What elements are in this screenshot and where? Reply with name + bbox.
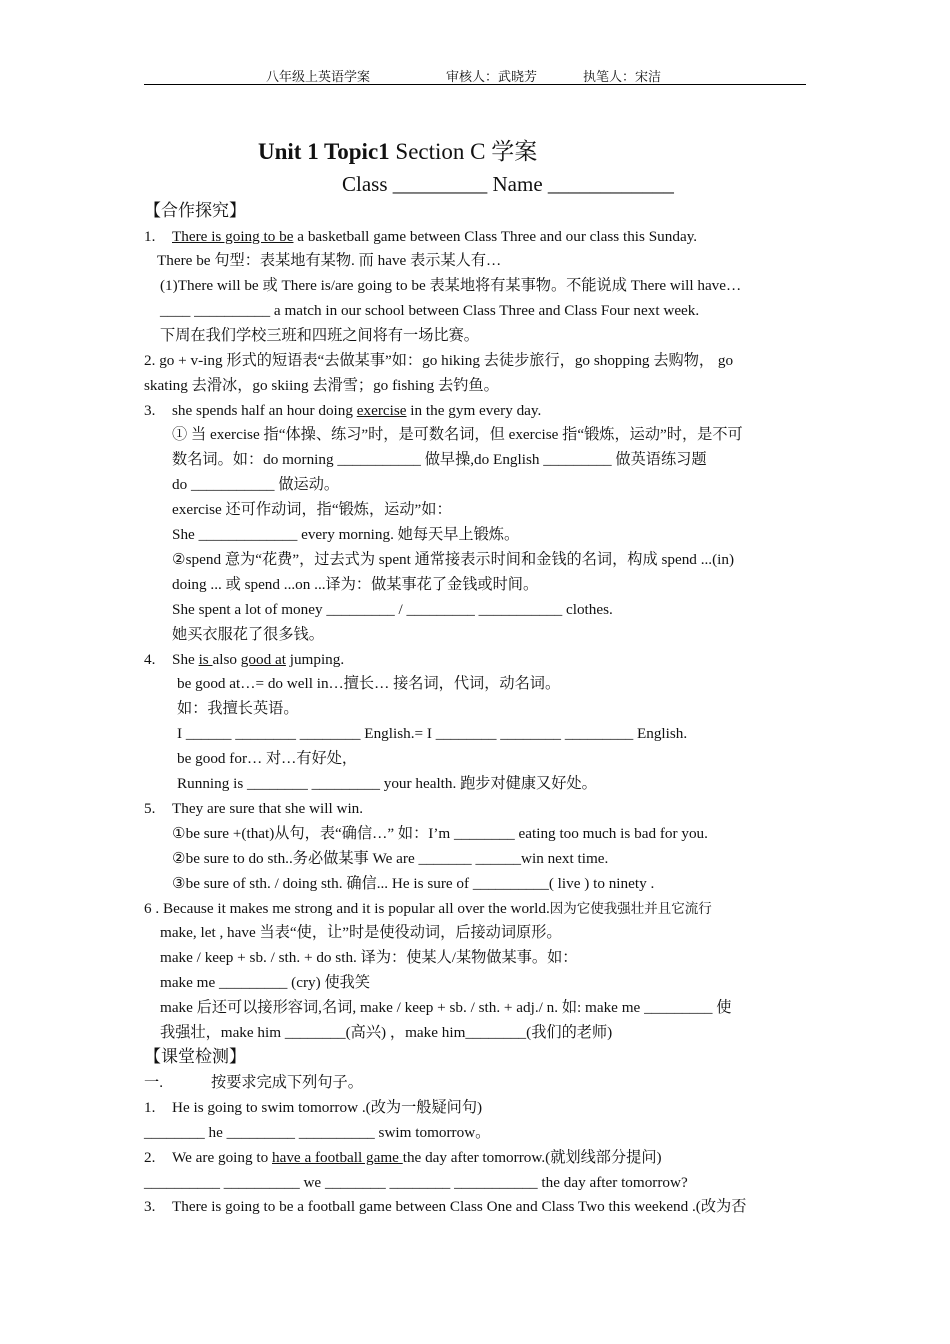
item-3-line-5: exercise 还可作动词，指“锻炼，运动”如：	[172, 501, 452, 518]
section-heading-classroom-test: 【课堂检测】	[144, 1047, 246, 1066]
item-4-post: jumping.	[285, 651, 345, 668]
item-1-line-3: (1)There will be 或 There is/are going to be 表某地将有某事物。不能说成 There will have…	[160, 277, 742, 294]
item-3-line-6: She _____________ every morning. 她每天早上锻炼。	[172, 526, 520, 543]
item-4-mid: also	[212, 651, 241, 668]
item-5-number: 5.	[144, 800, 156, 817]
item-4-line-2: be good at…= do well in…擅长… 接名词，代词，动名词。	[177, 675, 561, 692]
item-4-line-6: Running is ________ _________ your health. 跑步对健康又好处。	[177, 775, 597, 792]
item-3-line-7: ②spend 意为“花费”，过去式为 spent 通常接表示时间和金钱的名词，构成 spend ...(in)	[172, 551, 735, 568]
item-6-line-1	[144, 899, 712, 919]
item-6-line-4: make me _________ (cry) 使我笑	[160, 974, 371, 991]
item-3-line-8: doing ... 或 spend ...on ...译为：做某事花了金钱或时间。	[172, 576, 539, 593]
item-5-line-2: ①be sure +(that)从句，表“确信…” 如：I’m ________ eating too much is bad for you.	[172, 825, 708, 842]
item-3-sentence	[172, 401, 541, 421]
item-6-translation: 因为它使我强壮并且它流行	[549, 901, 712, 916]
part-1-number: 一.	[144, 1074, 163, 1091]
item-4-line-5: be good for… 对…有好处，	[177, 750, 358, 767]
item-4-sentence	[172, 650, 344, 670]
question-2-answer-line: __________ __________ we ________ ________ ___________ the day after tomorrow?	[144, 1174, 688, 1191]
class-name-line: Class _________ Name ____________	[342, 172, 674, 196]
item-5-line-1: They are sure that she will win.	[172, 800, 364, 817]
question-3-prompt: There is going to be a football game between Class One and Class Two this weekend .(改为否	[172, 1198, 747, 1215]
item-4-line-3: 如：我擅长英语。	[177, 700, 299, 717]
item-6-sentence: 6 . Because it makes me strong and it is popular all over the world.	[144, 900, 550, 917]
page-header	[144, 64, 806, 85]
question-2-prompt	[172, 1148, 662, 1168]
question-2-number: 2.	[144, 1149, 156, 1166]
item-2-line-2: skating 去滑冰，go skiing 去滑雪；go fishing 去钓鱼。	[144, 377, 499, 394]
item-3-pre: she spends half an hour doing	[172, 402, 357, 419]
item-4-line-4: I ______ ________ ________ English.= I ________ ________ _________ English.	[177, 725, 688, 742]
question-1-prompt: He is going to swim tomorrow .(改为一般疑问句)	[172, 1099, 483, 1116]
item-1-sentence	[172, 227, 697, 247]
item-4-underlined-1: is	[198, 651, 213, 668]
page-title	[258, 133, 537, 166]
item-5-line-3: ②be sure to do sth..务必做某事 We are _______ ______win next time.	[172, 850, 609, 867]
item-3-line-10: 她买衣服花了很多钱。	[172, 626, 324, 643]
item-6-line-5: make 后还可以接形容词,名词, make / keep + sb. / sth. + adj./ n. 如: make me _________ 使	[160, 999, 732, 1016]
question-3-number: 3.	[144, 1198, 156, 1215]
item-4-number: 4.	[144, 651, 156, 668]
question-2-underlined: have a football game	[272, 1149, 403, 1166]
item-3-number: 3.	[144, 402, 156, 419]
item-1-underlined: There is going to be	[172, 228, 294, 245]
item-6-line-3: make / keep + sb. / sth. + do sth. 译为：使某人/某物做某事。如：	[160, 949, 578, 966]
item-3-line-2: ① 当 exercise 指“体操、练习”时，是可数名词，但 exercise 指“锻炼，运动”时，是不可	[172, 426, 743, 443]
question-1-number: 1.	[144, 1099, 156, 1116]
item-3-line-4: do ___________ 做运动。	[172, 476, 340, 493]
item-1-line-4: ____ __________ a match in our school between Class Three and Class Four next week.	[160, 302, 700, 319]
item-5-line-4: ③be sure of sth. / doing sth. 确信... He is sure of __________( live ) to ninety .	[172, 875, 655, 892]
part-1-instruction: 按要求完成下列句子。	[211, 1074, 363, 1091]
item-6-line-6: 我强壮，make him ________(高兴) ，make him________(我们的老师)	[160, 1024, 613, 1041]
item-1-number: 1.	[144, 228, 156, 245]
item-1-line-5: 下周在我们学校三班和四班之间将有一场比赛。	[160, 327, 479, 344]
item-3-line-3: 数名词。如：do morning ___________ 做早操,do English _________ 做英语练习题	[172, 451, 707, 468]
item-6-line-2: make, let , have 当表“使，让”时是使役动词，后接动词原形。	[160, 924, 562, 941]
header-reviewer: 审核人：武晓芳	[446, 69, 538, 84]
title-rest: Section C 学案	[389, 139, 538, 164]
header-course: 八年级上英语学案	[266, 69, 371, 84]
section-heading-cooperative: 【合作探究】	[144, 201, 246, 220]
title-bold: Unit 1 Topic1	[258, 139, 390, 164]
item-3-post: in the gym every day.	[406, 402, 542, 419]
item-2-line-1: 2. go + v-ing 形式的短语表“去做某事”如：go hiking 去徒步旅行，go shopping 去购物， go	[144, 352, 734, 369]
header-author: 执笔人：宋洁	[583, 69, 662, 84]
item-4-pre: She	[172, 651, 199, 668]
item-3-line-9: She spent a lot of money _________ / _________ ___________ clothes.	[172, 601, 613, 618]
item-1-rest: a basketball game between Class Three and our class this Sunday.	[293, 228, 698, 245]
item-4-underlined-2: good at	[240, 651, 286, 668]
question-2-pre: We are going to	[172, 1149, 272, 1166]
item-1-line-2: There be 句型：表某地有某物. 而 have 表示某人有…	[157, 252, 502, 269]
item-3-underlined: exercise	[356, 402, 407, 419]
question-2-post: the day after tomorrow.(就划线部分提问)	[402, 1149, 662, 1166]
question-1-answer-line: ________ he _________ __________ swim tomorrow。	[144, 1124, 491, 1141]
